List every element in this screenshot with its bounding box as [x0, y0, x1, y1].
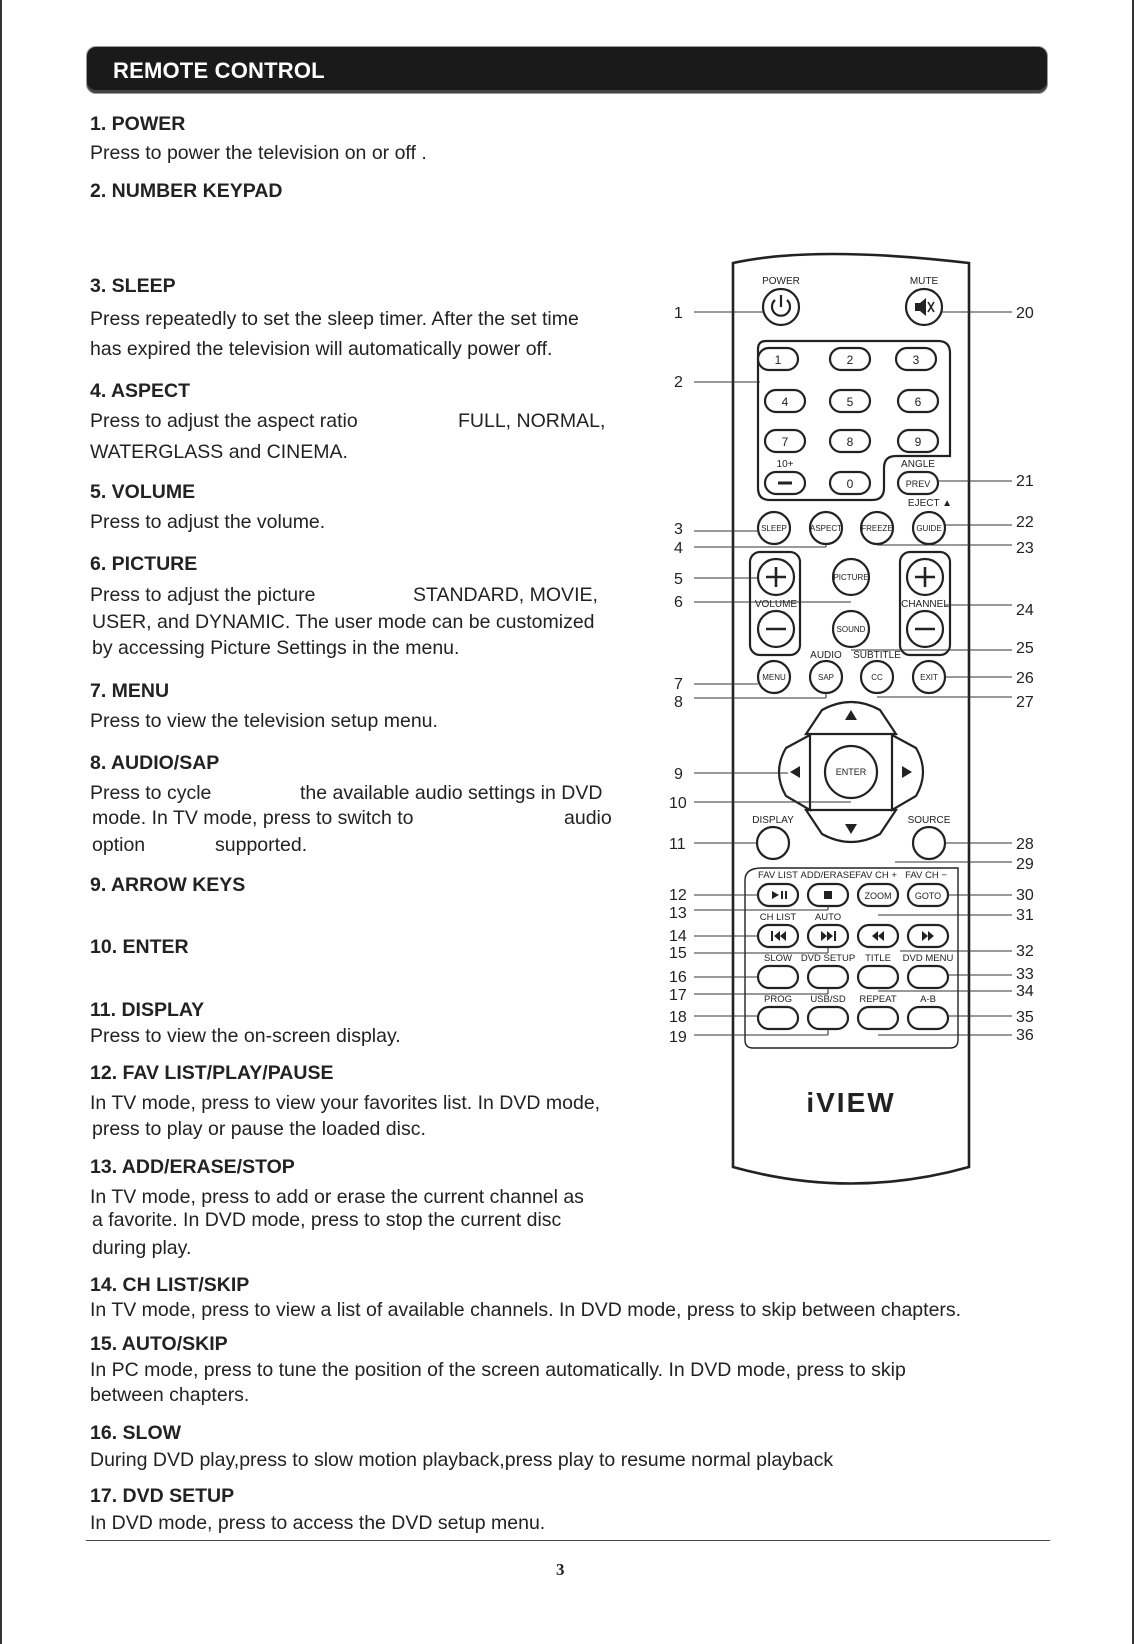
section-heading: 7. MENU — [90, 680, 170, 702]
slow-button[interactable] — [758, 966, 798, 988]
subtitle-label: SUBTITLE — [853, 650, 901, 661]
callout-number: 8 — [674, 694, 683, 711]
callout-number: 6 — [674, 594, 683, 611]
section-heading: 12. FAV LIST/PLAY/PAUSE — [90, 1062, 334, 1084]
section-text: option — [92, 834, 146, 856]
cc-button-text: CC — [871, 673, 883, 682]
section-heading: 14. CH LIST/SKIP — [90, 1274, 250, 1296]
callout-number: 3 — [674, 521, 683, 538]
title-label: TITLE — [865, 953, 891, 964]
callout-number: 21 — [1016, 473, 1034, 490]
section-heading: 6. PICTURE — [90, 553, 198, 575]
callout-number: 9 — [674, 766, 683, 783]
fav-ch-minus-label: FAV CH − — [905, 870, 947, 881]
section-heading: 13. ADD/ERASE/STOP — [90, 1156, 295, 1178]
section-text: FULL, NORMAL, — [458, 410, 606, 432]
channel-label: CHANNEL — [901, 599, 949, 610]
callout-number: 36 — [1016, 1027, 1034, 1044]
section-text: has expired the television will automatically power off. — [90, 338, 553, 360]
prog-label: PROG — [764, 994, 792, 1005]
mute-label: MUTE — [909, 276, 939, 287]
dvd-menu-button[interactable] — [908, 966, 948, 988]
title-button[interactable] — [858, 966, 898, 988]
section-heading: 11. DISPLAY — [90, 999, 205, 1021]
section-text: Press to view the television setup menu. — [90, 710, 438, 732]
ten-plus-label: 10+ — [776, 459, 794, 470]
eject-label: EJECT ▲ — [907, 498, 953, 509]
callout-number: 35 — [1016, 1009, 1034, 1026]
fav-ch-plus-label: FAV CH + — [855, 870, 897, 881]
section-heading: 2. NUMBER KEYPAD — [90, 180, 283, 202]
section-text: during play. — [92, 1237, 192, 1259]
sound-button-text: SOUND — [836, 625, 866, 634]
power-label: POWER — [762, 276, 800, 287]
section-text: In TV mode, press to add or erase the current channel as — [90, 1186, 584, 1208]
audio-label: AUDIO — [810, 650, 842, 661]
page-title: REMOTE CONTROL — [113, 58, 325, 83]
goto-button-text: GOTO — [914, 891, 942, 901]
callout-number: 7 — [674, 676, 683, 693]
source-label: SOURCE — [907, 815, 951, 826]
section-text: Press to adjust the aspect ratio — [90, 410, 358, 432]
callout-number: 28 — [1016, 836, 1034, 853]
stop-icon — [824, 891, 832, 899]
digit-0-text: 0 — [846, 477, 854, 491]
digit-1-text: 1 — [774, 353, 782, 367]
section-heading: 9. ARROW KEYS — [90, 874, 246, 896]
callout-number: 20 — [1016, 305, 1034, 322]
section-text: by accessing Picture Settings in the menu. — [92, 637, 460, 659]
callout-number: 24 — [1016, 602, 1034, 619]
section-text: Press repeatedly to set the sleep timer. After the set time — [90, 308, 579, 330]
aspect-button-text: ASPECT — [809, 524, 843, 533]
prev-button-text: PREV — [905, 479, 931, 489]
menu-button-text: MENU — [762, 673, 786, 682]
section-text: the available audio settings in DVD — [300, 782, 603, 804]
section-text: Press to adjust the volume. — [90, 511, 326, 533]
section-heading: 4. ASPECT — [90, 380, 191, 402]
section-text: press to play or pause the loaded disc. — [92, 1118, 426, 1140]
digit-2-text: 2 — [846, 353, 854, 367]
display-button[interactable] — [757, 827, 789, 859]
exit-button-text: EXIT — [920, 673, 938, 682]
section-text: In PC mode, press to tune the position of the screen automatically. In DVD mode, press to skip — [90, 1359, 906, 1381]
fav-list-label: FAV LIST — [758, 870, 798, 881]
callout-number: 15 — [669, 945, 687, 962]
dvd-setup-button[interactable] — [808, 966, 848, 988]
callout-number: 22 — [1016, 514, 1034, 531]
section-text: In DVD mode, press to access the DVD setup menu. — [90, 1512, 546, 1534]
callout-number: 17 — [669, 987, 687, 1004]
section-text: mode. In TV mode, press to switch to — [92, 807, 414, 829]
dvd-menu-label: DVD MENU — [902, 953, 954, 964]
callout-number: 31 — [1016, 907, 1034, 924]
callout-number: 11 — [669, 836, 686, 853]
usb-sd-button[interactable] — [808, 1007, 848, 1029]
callout-number: 32 — [1016, 943, 1034, 960]
angle-label: ANGLE — [901, 459, 935, 470]
callout-number: 10 — [669, 795, 687, 812]
digit-8-text: 8 — [846, 435, 854, 449]
slow-label: SLOW — [764, 953, 792, 964]
section-heading: 16. SLOW — [90, 1422, 182, 1444]
section-heading: 15. AUTO/SKIP — [90, 1333, 228, 1355]
section-heading: 1. POWER — [90, 113, 186, 135]
sap-button-text: SAP — [817, 673, 835, 682]
callout-number: 25 — [1016, 640, 1034, 657]
callout-number: 18 — [669, 1009, 687, 1026]
section-heading: 3. SLEEP — [90, 275, 176, 297]
section-heading: 8. AUDIO/SAP — [90, 752, 220, 774]
callout-number: 2 — [674, 374, 683, 391]
a-b-button[interactable] — [908, 1007, 948, 1029]
section-text: In TV mode, press to view a list of available channels. In DVD mode, press to skip between chapters. — [90, 1299, 962, 1321]
source-button[interactable] — [913, 827, 945, 859]
section-text: supported. — [215, 834, 308, 856]
repeat-button[interactable] — [858, 1007, 898, 1029]
section-text: USER, and DYNAMIC. The user mode can be customized — [92, 611, 595, 633]
digit-7-text: 7 — [781, 435, 789, 449]
callout-number: 34 — [1016, 983, 1034, 1000]
volume-label: VOLUME — [754, 599, 798, 610]
callout-number: 23 — [1016, 540, 1034, 557]
callout-number: 5 — [674, 571, 683, 588]
a-b-label: A-B — [920, 994, 936, 1005]
digit-4-text: 4 — [781, 395, 789, 409]
callout-number: 13 — [669, 905, 687, 922]
guide-button-text: GUIDE — [916, 524, 942, 533]
sleep-button-text: SLEEP — [761, 524, 787, 533]
callout-number: 19 — [669, 1029, 687, 1046]
callout-number: 1 — [674, 305, 683, 322]
callout-number: 16 — [669, 969, 687, 986]
add-erase-label: ADD/ERASE — [800, 870, 856, 881]
digit-5-text: 5 — [846, 395, 854, 409]
section-text: WATERGLASS and CINEMA. — [90, 441, 348, 463]
section-text: a favorite. In DVD mode, press to stop the current disc — [92, 1209, 562, 1231]
callout-number: 27 — [1016, 694, 1034, 711]
digit-3-text: 3 — [912, 353, 920, 367]
section-text: STANDARD, MOVIE, — [413, 584, 598, 606]
section-text: Press to view the on-screen display. — [90, 1025, 401, 1047]
digit-6-text: 6 — [914, 395, 922, 409]
zoom-button-text: ZOOM — [864, 891, 892, 901]
brand-logo: iVIEW — [806, 1087, 896, 1118]
digit-9-text: 9 — [914, 435, 922, 449]
prog-button[interactable] — [758, 1007, 798, 1029]
section-text: Press to cycle — [90, 782, 212, 804]
callout-number: 14 — [669, 928, 687, 945]
ch-list-label: CH LIST — [759, 912, 797, 923]
section-heading: 10. ENTER — [90, 936, 189, 958]
section-text: During DVD play,press to slow motion playback,press play to resume normal playback — [90, 1449, 834, 1471]
auto-label: AUTO — [814, 912, 842, 923]
repeat-label: REPEAT — [859, 994, 897, 1005]
dvd-setup-label: DVD SETUP — [800, 953, 856, 964]
picture-button-text: PICTURE — [833, 573, 869, 582]
section-text: In TV mode, press to view your favorites list. In DVD mode, — [90, 1092, 601, 1114]
section-text: between chapters. — [90, 1384, 250, 1406]
section-heading: 17. DVD SETUP — [90, 1485, 235, 1507]
section-heading: 5. VOLUME — [90, 481, 196, 503]
callout-number: 4 — [674, 540, 683, 557]
callout-number: 33 — [1016, 966, 1034, 983]
display-label: DISPLAY — [752, 815, 794, 826]
callout-number: 30 — [1016, 887, 1034, 904]
freeze-button-text: FREEZE — [861, 524, 893, 533]
section-text: audio — [564, 807, 612, 829]
section-text: Press to power the television on or off . — [90, 142, 427, 164]
callout-number: 26 — [1016, 670, 1034, 687]
usb-sd-label: USB/SD — [810, 994, 846, 1005]
callout-number: 12 — [669, 887, 687, 904]
callout-number: 29 — [1016, 856, 1034, 873]
section-text: Press to adjust the picture — [90, 584, 316, 606]
page-number: 3 — [556, 1560, 565, 1579]
enter-button-text: ENTER — [835, 767, 867, 777]
